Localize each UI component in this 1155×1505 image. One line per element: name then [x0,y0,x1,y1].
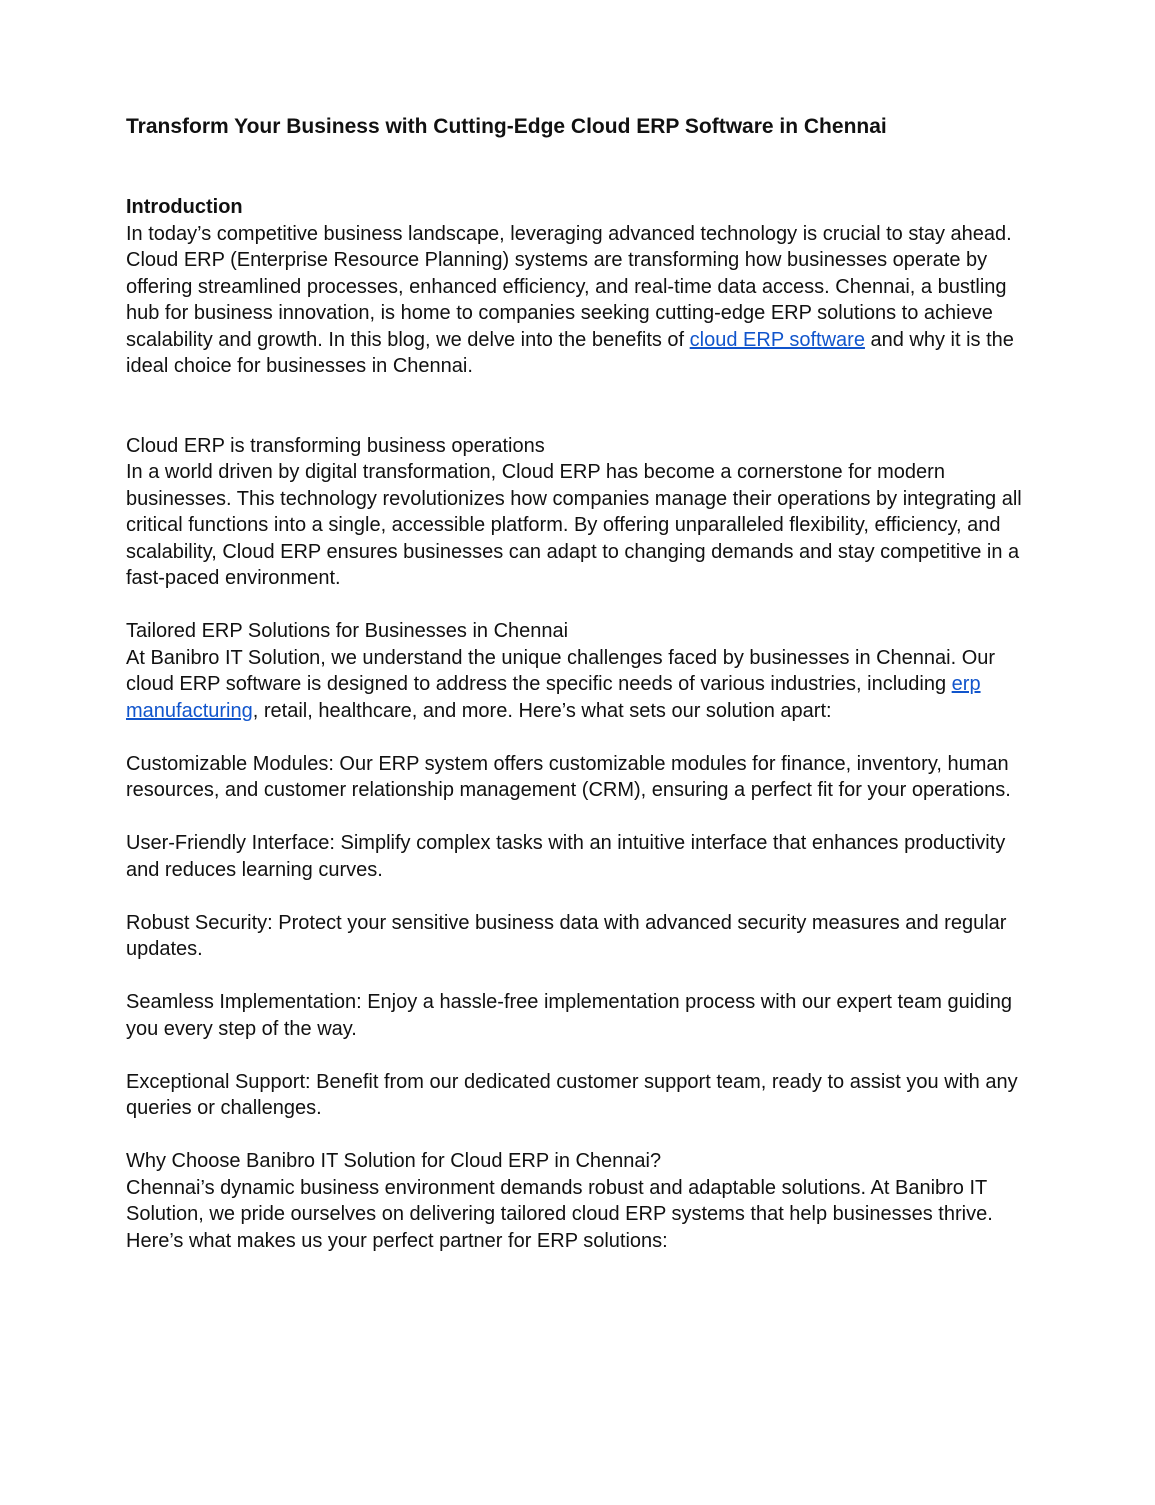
spacer [126,963,1036,990]
feature-robust-security: Robust Security: Protect your sensitive business data with advanced security measures and regular updates. [126,911,1007,960]
spacer [126,724,1036,751]
spacer [126,804,1036,831]
section-paragraph-why-choose: Chennai’s dynamic business environment demands robust and adaptable solutions. At Banibro IT Solution, we pride ourselves on delivering tailored cloud ERP systems that help businesses thrive. Here’s what makes us your perfect partner for ERP solutions: [126,1176,993,1252]
tailored-text-after-link: , retail, healthcare, and more. Here’s what sets our solution apart: [252,699,832,722]
spacer [126,883,1036,910]
spacer [126,592,1036,619]
introduction-text-before-link: In today’s competitive business landscape, leveraging advanced technology is crucial to stay ahead. Cloud ERP (Enterprise Resource Planning) systems are transforming how businesses operate by offering streamlined processes, enhanced efficiency, and real-time data access. Chennai, a bustling hub for business innovation, is home to companies seeking cutting-edge ERP solutions to achieve scalability and growth. In this blog, we delve into the benefits of [126,222,1012,351]
feature-user-friendly-interface: User-Friendly Interface: Simplify complex tasks with an intuitive interface that enhances productivity and reduces learning curves. [126,832,1006,881]
spacer [126,1122,1036,1149]
feature-seamless-implementation: Seamless Implementation: Enjoy a hassle-free implementation process with our expert team guiding you every step of the way. [126,991,1012,1040]
spacer [126,380,1036,433]
feature-exceptional-support: Exceptional Support: Benefit from our dedicated customer support team, ready to assist you with any queries or challenges. [126,1070,1018,1119]
introduction-text-after-link: and why it is the ideal choice for businesses in Chennai. [126,328,1014,377]
section-paragraph-cloud-erp-transforming: In a world driven by digital transformation, Cloud ERP has become a cornerstone for modern businesses. This technology revolutionizes how companies manage their operations by integrating all critical functions into a single, accessible platform. By offering unparalleled flexibility, efficiency, and scalability, Cloud ERP ensures businesses can adapt to changing demands and stay competitive in a fast-paced environment. [126,461,1022,589]
document-page [126,112,1036,1254]
section-heading-tailored-erp: Tailored ERP Solutions for Businesses in Chennai [126,620,569,642]
section-heading-why-choose: Why Choose Banibro IT Solution for Cloud ERP in Chennai? [126,1150,662,1172]
tailored-text-before-link: At Banibro IT Solution, we understand the unique challenges faced by businesses in Chennai. Our cloud ERP software is designed to address the specific needs of various industries, including [126,646,996,695]
introduction-paragraph [126,221,1036,380]
spacer [126,1042,1036,1069]
cloud-erp-software-link[interactable]: cloud ERP software [689,328,865,351]
section-heading-cloud-erp-transforming: Cloud ERP is transforming business operations [126,434,545,457]
section-paragraph-tailored-erp [126,645,1036,725]
erp-manufacturing-link[interactable]: erp manufacturing [126,673,981,722]
feature-customizable-modules: Customizable Modules: Our ERP system offers customizable modules for finance, inventory, human resources, and customer relationship management (CRM), ensuring a perfect fit for your operations. [126,752,1011,801]
introduction-heading: Introduction [126,196,243,218]
document-title: Transform Your Business with Cutting-Edge Cloud ERP Software in Chennai [126,115,887,138]
